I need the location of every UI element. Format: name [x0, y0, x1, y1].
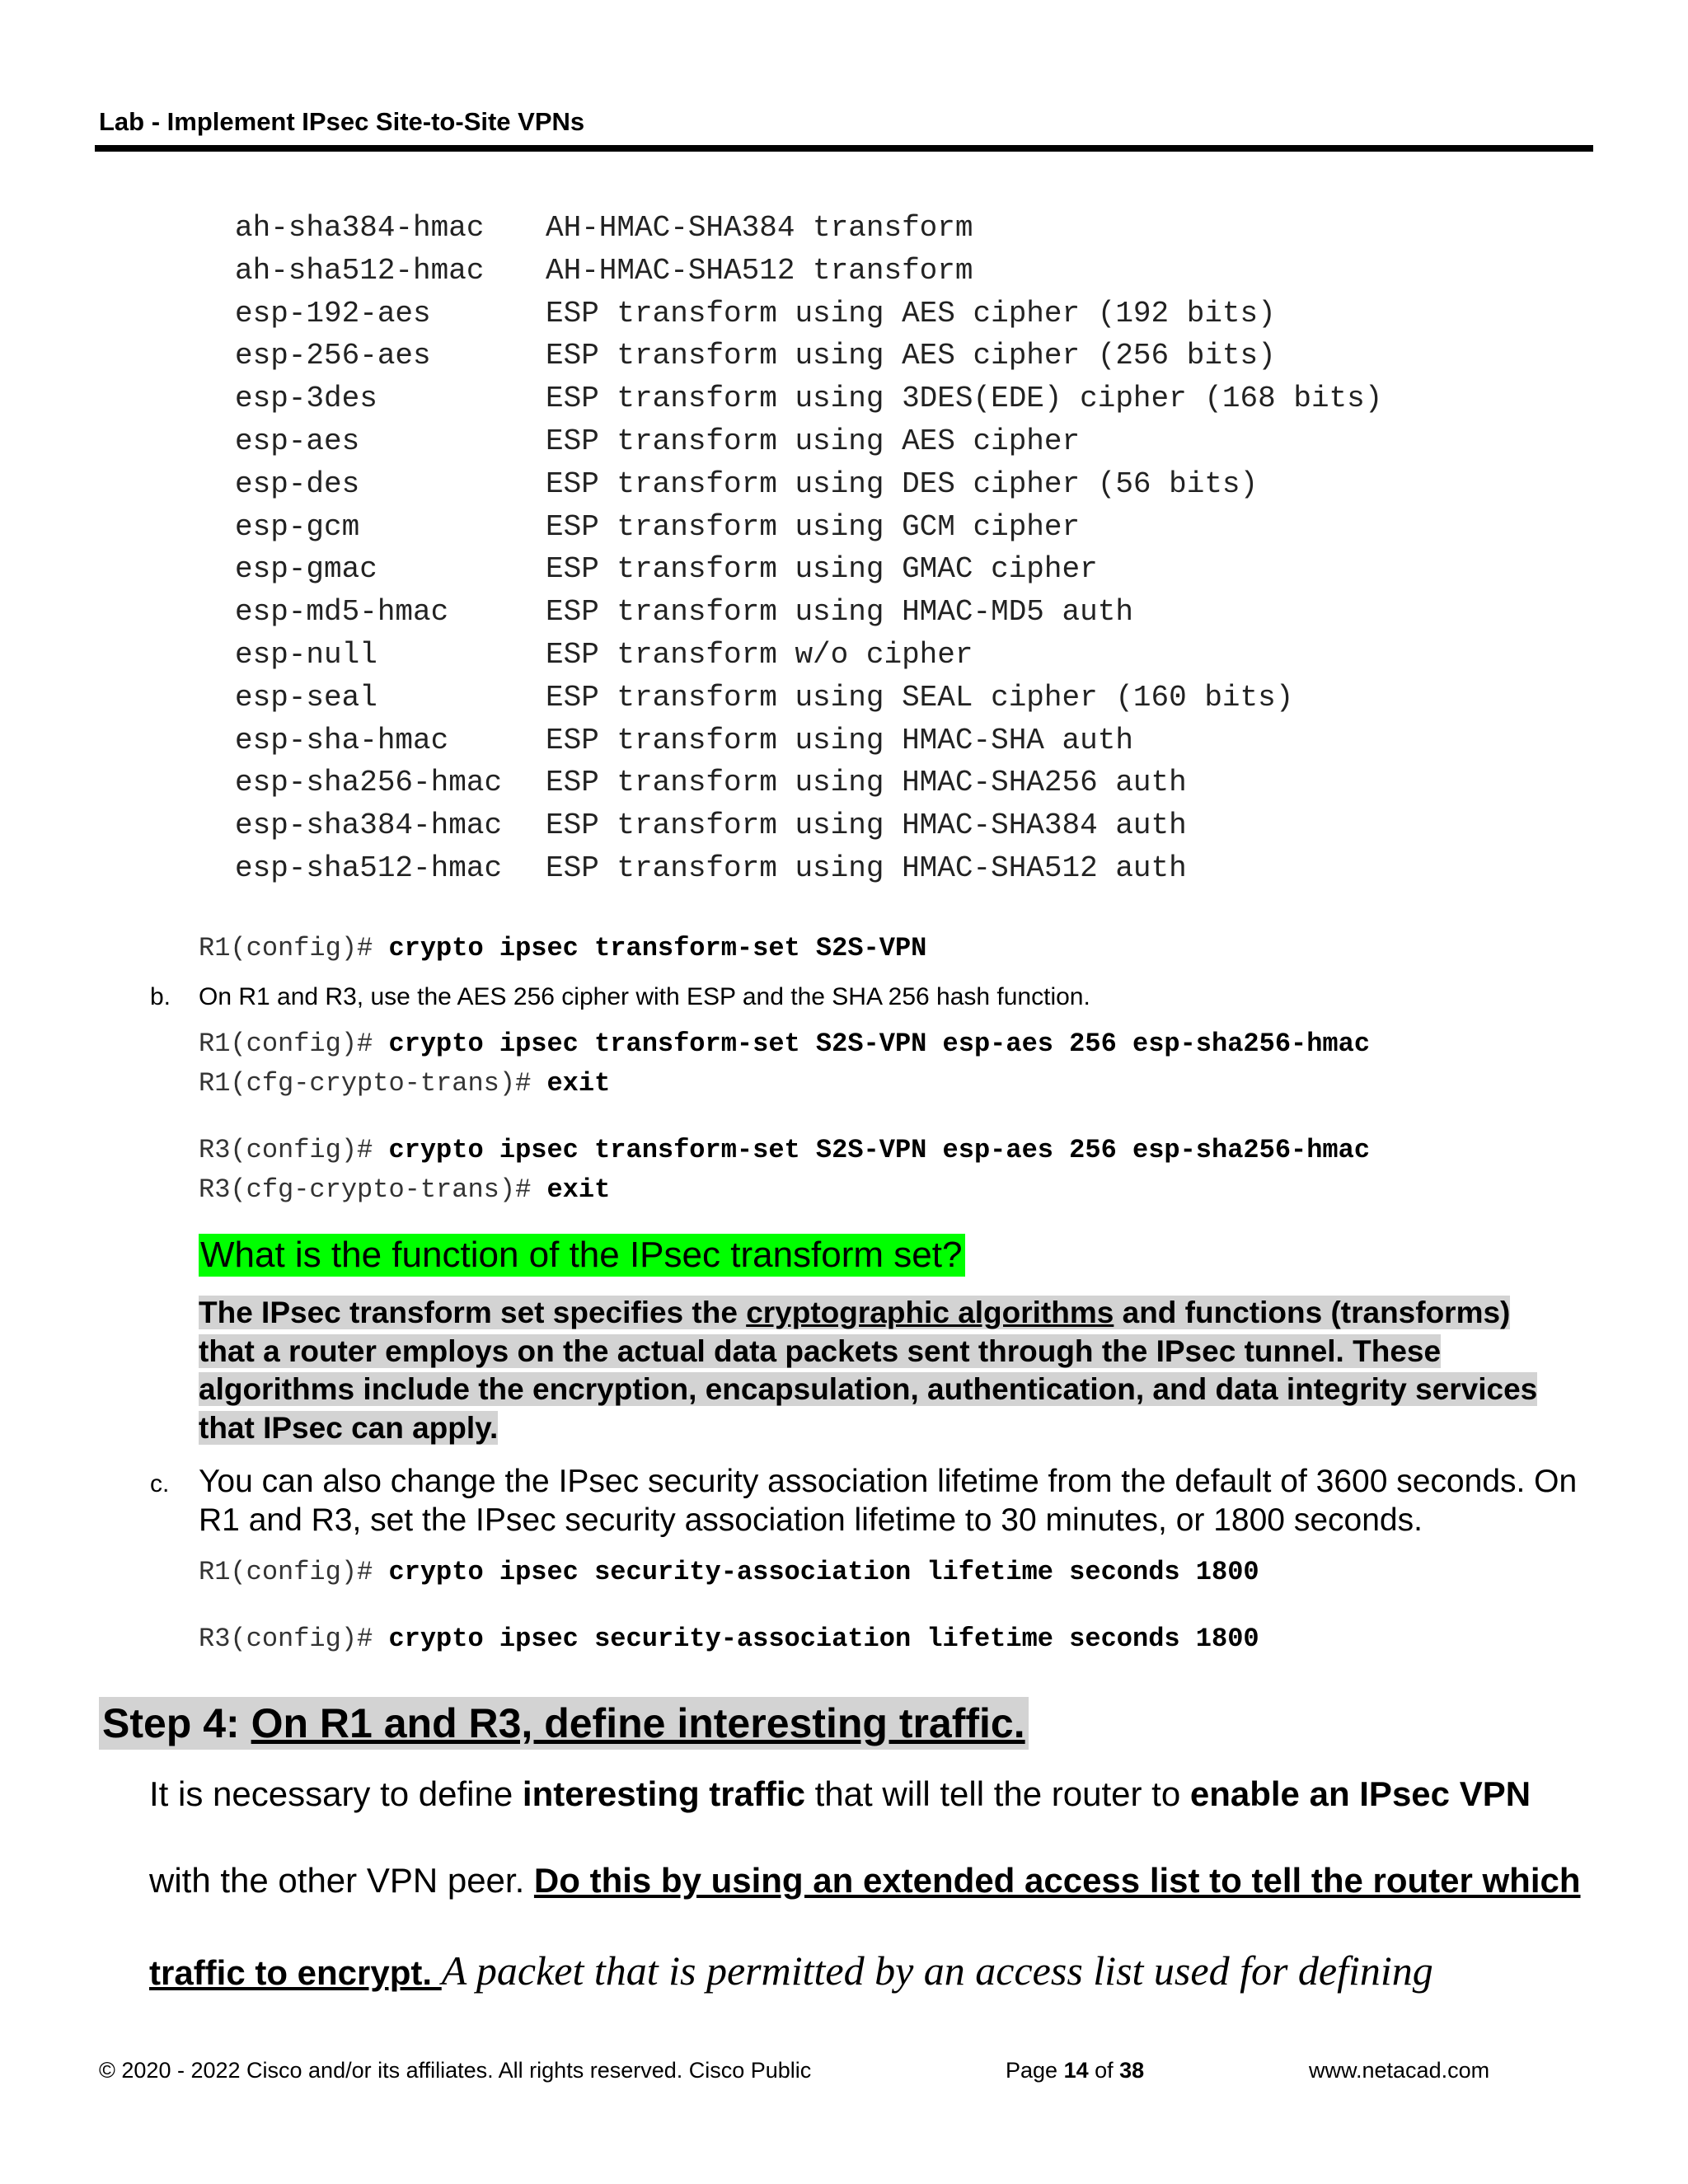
item-letter-b: b.: [150, 983, 171, 1010]
transform-row: [235, 804, 1382, 847]
answer-underlined: cryptographic algorithms: [746, 1296, 1114, 1329]
transform-row: [235, 548, 1382, 591]
transform-row: [235, 591, 1382, 634]
cli-line: R3(config)# crypto ipsec transform-set S2S-VPN esp-aes 256 esp-sha256-hmac: [199, 1135, 1371, 1165]
transform-row: [235, 762, 1382, 804]
cli-line: R1(config)# crypto ipsec transform-set S2S-VPN: [199, 933, 927, 963]
transform-name: esp-192-aes: [235, 296, 431, 330]
transform-row: [235, 207, 1382, 250]
transform-name: esp-3des: [235, 382, 377, 416]
header-title: Lab - Implement IPsec Site-to-Site VPNs: [99, 107, 585, 136]
transform-name: ah-sha512-hmac: [235, 253, 485, 288]
transform-row: [235, 250, 1382, 293]
transform-description: ESP transform using AES cipher (192 bits): [546, 296, 1276, 330]
footer-page-number: Page 14 of 38: [1006, 2058, 1145, 2083]
body-line-1: It is necessary to define interesting traffic that will tell the router to enable an IPsec VPN: [149, 1774, 1531, 1813]
transform-description: ESP transform using 3DES(EDE) cipher (168 bits): [546, 382, 1383, 416]
transform-row: [235, 677, 1382, 719]
item-text-b: On R1 and R3, use the AES 256 cipher with ESP and the SHA 256 hash function.: [199, 983, 1090, 1010]
item-letter-c: c.: [150, 1470, 170, 1497]
transform-name: esp-sha-hmac: [235, 723, 449, 757]
transform-row: [235, 847, 1382, 890]
transform-row: [235, 377, 1382, 420]
transform-description: ESP transform using HMAC-MD5 auth: [546, 595, 1133, 630]
item-text-c: You can also change the IPsec security association lifetime from the default of 3600 seconds. On R1 and R3, set the IPsec security association lifetime to 30 minutes, or 1800 seconds.: [199, 1464, 1578, 1538]
transform-description: ESP transform using DES cipher (56 bits): [546, 466, 1259, 501]
step-heading: Step 4: On R1 and R3, define interesting traffic.: [99, 1697, 1029, 1750]
transform-list: [235, 207, 1382, 890]
transform-name: ah-sha384-hmac: [235, 211, 485, 245]
transform-description: AH-HMAC-SHA384 transform: [546, 211, 973, 245]
body-line-3: traffic to encrypt. A packet that is permitted by an access list used for defining: [149, 1947, 1433, 1994]
transform-description: ESP transform using SEAL cipher (160 bits): [546, 680, 1294, 715]
transform-description: ESP transform using HMAC-SHA512 auth: [546, 851, 1187, 885]
answer-paragraph: The IPsec transform set specifies the cryptographic algorithms and functions (transforms) that a router employs on the actual data packets sent through the IPsec tunnel. These algorithms include the encryption, encapsulation, authentication, and data integrity services that IPsec can apply.: [199, 1296, 1538, 1445]
transform-name: esp-md5-hmac: [235, 595, 449, 630]
transform-description: ESP transform using HMAC-SHA384 auth: [546, 808, 1187, 843]
transform-name: esp-256-aes: [235, 339, 431, 373]
transform-name: esp-null: [235, 637, 377, 672]
transform-description: ESP transform using GCM cipher: [546, 509, 1081, 544]
transform-name: esp-sha256-hmac: [235, 766, 503, 800]
cli-line: R1(config)# crypto ipsec transform-set S2S-VPN esp-aes 256 esp-sha256-hmac: [199, 1029, 1371, 1059]
transform-name: esp-gmac: [235, 552, 377, 587]
cli-line: R3(cfg-crypto-trans)# exit: [199, 1174, 611, 1205]
footer-copyright: © 2020 - 2022 Cisco and/or its affiliates. All rights reserved. Cisco Public: [99, 2058, 812, 2083]
header-rule: [95, 145, 1593, 152]
transform-description: ESP transform using HMAC-SHA256 auth: [546, 766, 1187, 800]
cli-line: R3(config)# crypto ipsec security-association lifetime seconds 1800: [199, 1624, 1259, 1654]
transform-row: [235, 335, 1382, 377]
footer-site-link[interactable]: www.netacad.com: [1309, 2058, 1490, 2083]
transform-row: [235, 463, 1382, 506]
body-line-2: with the other VPN peer. Do this by using an extended access list to tell the router which: [149, 1861, 1581, 1900]
transform-name: esp-aes: [235, 424, 360, 458]
transform-name: esp-gcm: [235, 509, 360, 544]
transform-row: [235, 506, 1382, 549]
transform-row: [235, 293, 1382, 335]
cli-line: R1(config)# crypto ipsec security-association lifetime seconds 1800: [199, 1557, 1259, 1587]
question-highlight: What is the function of the IPsec transform set?: [199, 1234, 965, 1277]
transform-name: esp-des: [235, 466, 360, 501]
transform-description: ESP transform using AES cipher: [546, 424, 1081, 458]
transform-row: [235, 719, 1382, 762]
transform-row: [235, 634, 1382, 677]
cli-line: R1(cfg-crypto-trans)# exit: [199, 1068, 611, 1099]
transform-name: esp-sha384-hmac: [235, 808, 503, 843]
transform-description: ESP transform w/o cipher: [546, 637, 973, 672]
transform-name: esp-sha512-hmac: [235, 851, 503, 885]
transform-row: [235, 420, 1382, 463]
transform-description: ESP transform using GMAC cipher: [546, 552, 1098, 587]
transform-name: esp-seal: [235, 680, 377, 715]
transform-description: ESP transform using AES cipher (256 bits): [546, 339, 1276, 373]
transform-description: AH-HMAC-SHA512 transform: [546, 253, 973, 288]
transform-description: ESP transform using HMAC-SHA auth: [546, 723, 1133, 757]
